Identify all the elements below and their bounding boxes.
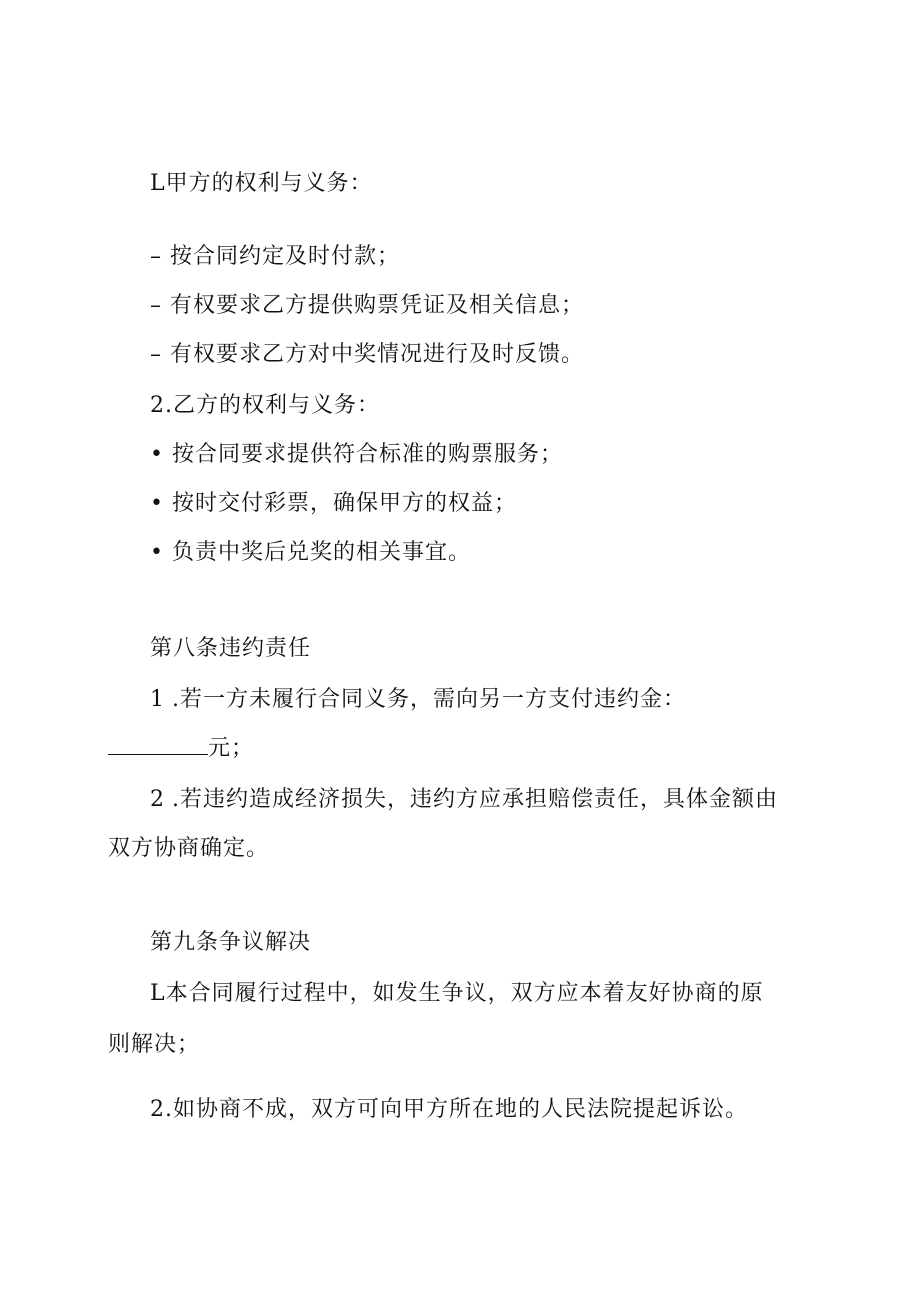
party-b-item-2: • 按时交付彩票，确保甲方的权益； <box>150 491 517 516</box>
article-9-item-1-continuation: 则解决； <box>108 1032 201 1057</box>
currency-unit: 元； <box>208 736 255 761</box>
article-8-item-2-continuation: 双方协商确定。 <box>108 836 270 861</box>
party-a-heading: L甲方的权利与义务： <box>150 171 373 196</box>
penalty-amount-blank <box>108 736 208 755</box>
item-text: .若一方未履行合同义务，需向另一方支付违约金： <box>172 687 686 712</box>
item-number: 1 <box>150 687 165 712</box>
party-b-heading: 2.乙方的权利与义务： <box>150 393 380 418</box>
article-8-item-2 <box>150 787 778 813</box>
party-a-item-2: – 有权要求乙方提供购票凭证及相关信息； <box>150 293 584 318</box>
article-8-title: 第八条违约责任 <box>150 636 312 661</box>
party-a-item-1: – 按合同约定及时付款； <box>150 244 400 269</box>
article-9-title: 第九条争议解决 <box>150 930 312 955</box>
party-a-item-3: – 有权要求乙方对中奖情况进行及时反馈。 <box>150 342 584 367</box>
article-9-item-2: 2.如协商不成，双方可向甲方所在地的人民法院提起诉讼。 <box>150 1097 748 1122</box>
article-8-item-1-continuation <box>108 736 254 762</box>
article-9-item-1: L本合同履行过程中，如发生争议，双方应本着友好协商的原 <box>150 981 764 1006</box>
party-b-item-1: • 按合同要求提供符合标准的购票服务； <box>150 442 563 467</box>
article-8-item-1 <box>150 687 686 713</box>
party-b-item-3: • 负责中奖后兑奖的相关事宜。 <box>150 540 471 565</box>
item-number: 2 <box>150 787 165 812</box>
item-text: .若违约造成经济损失，违约方应承担赔偿责任，具体金额由 <box>172 787 778 812</box>
